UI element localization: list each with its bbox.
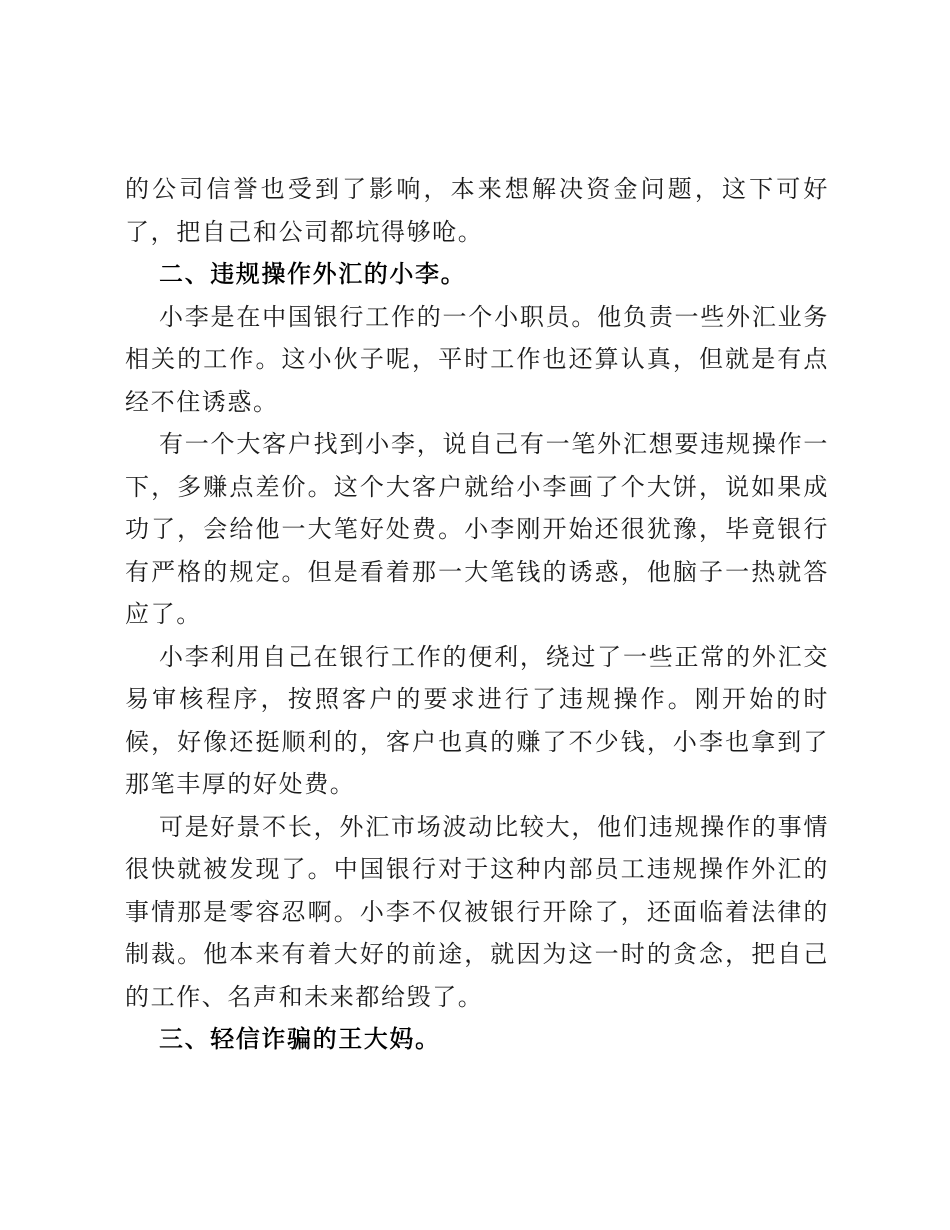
document-body bbox=[125, 168, 829, 1061]
paragraph: 可是好景不长，外汇市场波动比较大，他们违规操作的事情很快就被发现了。中国银行对于这种内部员工违规操作外汇的事情那是零容忍啊。小李不仅被银行开除了，还面临着法律的制裁。他本来有着大好的前途，就因为这一时的贪念，把自己的工作、名声和未来都给毁了。 bbox=[125, 812, 829, 1011]
paragraph: 有一个大客户找到小李，说自己有一笔外汇想要违规操作一下，多赚点差价。这个大客户就给小李画了个大饼，说如果成功了，会给他一大笔好处费。小李刚开始还很犹豫，毕竟银行有严格的规定。但是看着那一大笔钱的诱惑，他脑子一热就答应了。 bbox=[125, 430, 829, 628]
section-heading-2: 二、违规操作外汇的小李。 bbox=[159, 260, 467, 288]
section-heading-3: 三、轻信诈骗的王大妈。 bbox=[159, 1025, 441, 1053]
paragraph: 小李利用自己在银行工作的便利，绕过了一些正常的外汇交易审核程序，按照客户的要求进行了违规操作。刚开始的时候，好像还挺顺利的，客户也真的赚了不少钱，小李也拿到了那笔丰厚的好处费。 bbox=[125, 642, 829, 798]
paragraph: 小李是在中国银行工作的一个小职员。他负责一些外汇业务相关的工作。这小伙子呢，平时工作也还算认真，但就是有点经不住诱惑。 bbox=[125, 302, 829, 416]
paragraph-continuation: 的公司信誉也受到了影响，本来想解决资金问题，这下可好了，把自己和公司都坑得够呛。 bbox=[125, 175, 829, 246]
